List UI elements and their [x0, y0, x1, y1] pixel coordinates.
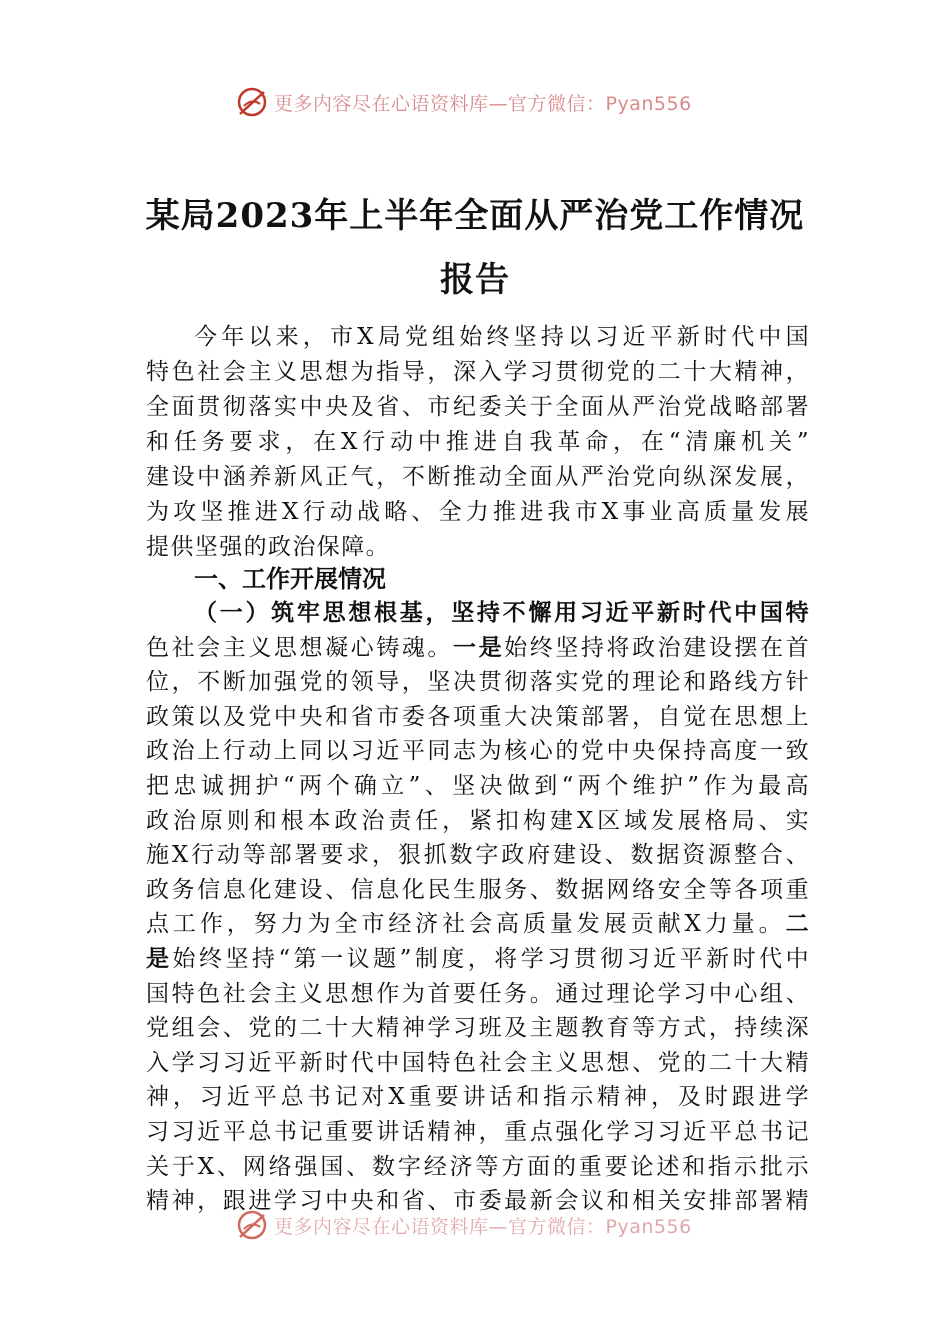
subsection-line — [146, 942, 810, 976]
document-title-line1: 某局2023年上半年全面从严治党工作情况 — [145, 196, 805, 236]
body-text: 位，不断加强党的领导，坚决贯彻落实党的理论和路线方针 — [146, 669, 810, 696]
watermark-footer — [234, 1207, 692, 1243]
body-text: 精神，跟进学习中央和省、市委最新会议和相关安排部署精 — [146, 1188, 810, 1215]
body-text: 政策以及党中央和省市委各项重大决策部署，自觉在思想上 — [146, 703, 810, 730]
subsection-line — [146, 838, 810, 872]
subsection-line — [146, 700, 810, 734]
intro-line: 为攻坚推进X行动战略、全力推进我市X事业高质量发展 — [146, 499, 810, 525]
watermark-text: 更多内容尽在心语资料库—官方微信：Pyan556 — [274, 1215, 692, 1238]
emphasis-text: 一是 — [453, 633, 505, 661]
intro-line: 特色社会主义思想为指导，深入学习贯彻党的二十大精神， — [146, 359, 810, 385]
subsection-line — [146, 804, 810, 838]
intro-line: 提供坚强的政治保障。 — [146, 534, 390, 560]
emphasis-text: 是 — [146, 945, 173, 972]
body-text: 点工作，努力为全市经济社会高质量发展贡献X力量。 — [146, 911, 786, 938]
subsection-line — [146, 665, 810, 699]
pen-logo-icon — [234, 84, 270, 120]
body-text: 把忠诚拥护“两个确立”、坚决做到“两个维护”作为最高 — [146, 773, 810, 799]
section-heading: 一、工作开展情况 — [194, 565, 386, 593]
body-text: （一）筑牢思想根基，坚持不懈用习近平新时代中国特 — [194, 599, 810, 626]
body-text: 政治上行动上同以习近平同志为核心的党中央保持高度一致 — [146, 738, 810, 765]
body-text: 色社会主义思想凝心铸魂。 — [146, 634, 453, 661]
subsection-line — [146, 1011, 810, 1045]
body-text: 始终坚持将政治建设摆在首 — [504, 634, 810, 661]
subsection-line — [194, 596, 810, 630]
body-text: 政务信息化建设、信息化民生服务、数据网络安全等各项重 — [146, 876, 810, 903]
subsection-line — [146, 734, 810, 768]
body-text: 习习近平总书记重要讲话精神，重点强化学习习近平总书记 — [146, 1119, 810, 1145]
body-text: 入学习习近平新时代中国特色社会主义思想、党的二十大精 — [146, 1049, 810, 1076]
subsection-line — [146, 769, 810, 803]
pen-logo-icon — [234, 1207, 270, 1243]
watermark-header — [234, 84, 692, 120]
watermark-text: 更多内容尽在心语资料库—官方微信：Pyan556 — [274, 92, 692, 115]
subsection-line — [146, 1046, 810, 1080]
subsection-line — [146, 873, 810, 907]
emphasis-text: 二 — [785, 910, 810, 938]
body-text: 始终坚持“第一议题”制度，将学习贯彻习近平新时代中 — [172, 946, 810, 972]
intro-line: 今年以来，市X局党组始终坚持以习近平新时代中国 — [194, 324, 810, 350]
intro-line: 建设中涵养新风正气，不断推动全面从严治党向纵深发展， — [146, 464, 810, 490]
body-text: 国特色社会主义思想作为首要任务。通过理论学习中心组、 — [146, 980, 810, 1007]
body-text: 施X行动等部署要求，狠抓数字政府建设、数据资源整合、 — [146, 842, 810, 869]
body-text: 党组会、党的二十大精神学习班及主题教育等方式，持续深 — [146, 1015, 810, 1042]
intro-line: 全面贯彻落实中央及省、市纪委关于全面从严治党战略部署 — [146, 394, 810, 420]
body-text: 政治原则和根本政治责任，紧扣构建X区域发展格局、实 — [146, 807, 810, 834]
body-text: 关于X、网络强国、数字经济等方面的重要论述和指示批示 — [146, 1153, 810, 1180]
document-title-line2: 报告 — [440, 260, 510, 300]
subsection-line — [146, 907, 810, 941]
subsection-line — [146, 1150, 810, 1184]
subsection-line — [146, 631, 810, 665]
intro-line: 和任务要求，在X行动中推进自我革命，在“清廉机关” — [146, 429, 810, 455]
body-text: 神，习近平总书记对X重要讲话和指示精神，及时跟进学 — [146, 1084, 810, 1111]
subsection-line — [146, 1115, 810, 1149]
subsection-line — [146, 977, 810, 1011]
subsection-line — [146, 1080, 810, 1114]
